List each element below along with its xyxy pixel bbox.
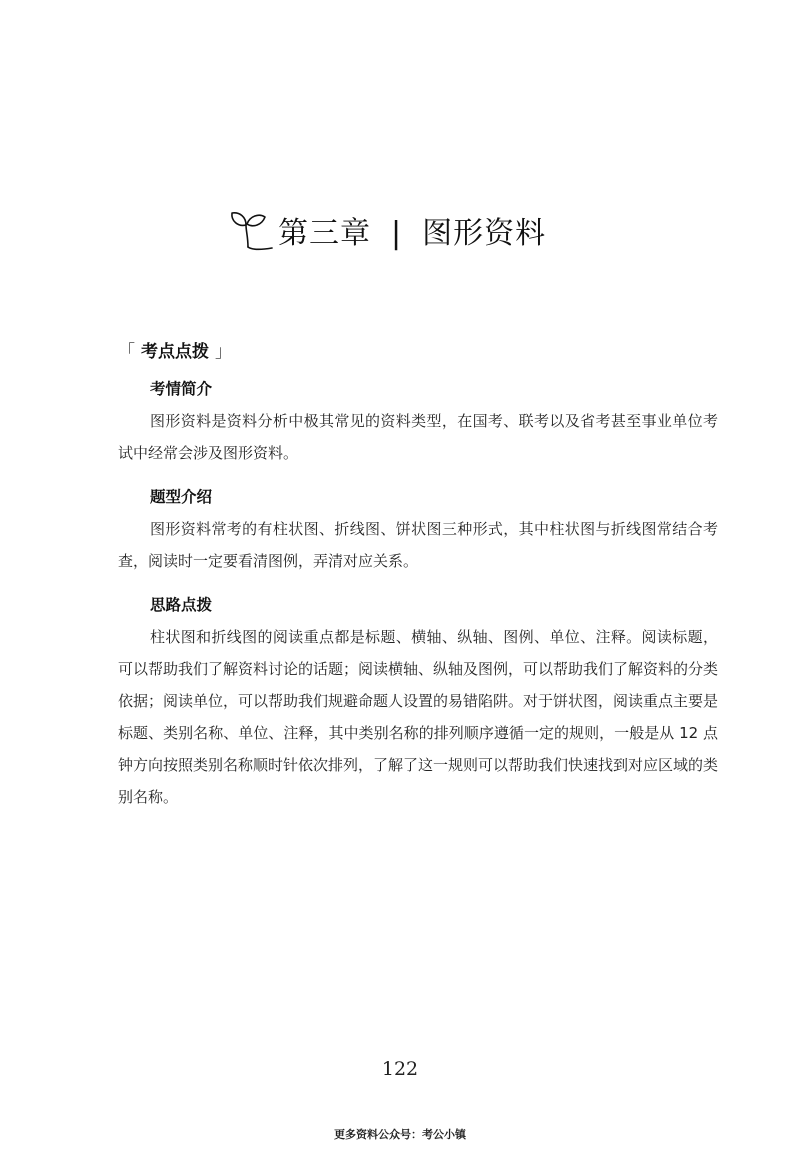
chapter-number: 第三章 (278, 216, 371, 251)
sprout-icon (228, 207, 274, 253)
section-tag (118, 337, 232, 362)
chapter-header (228, 205, 546, 255)
chapter-separator: | (391, 216, 403, 251)
section-body-question-types: 图形资料常考的有柱状图、折线图、饼状图三种形式，其中柱状图与折线图常结合考查，阅读时一定要看清图例，弄清对应关系。 (118, 520, 718, 570)
open-bracket: 「 (118, 342, 135, 362)
footer-note: 更多资料公众号：考公小镇 (334, 1128, 466, 1141)
close-bracket: 」 (215, 342, 232, 362)
page-number: 122 (381, 1058, 419, 1080)
section-body-approach: 柱状图和折线图的阅读重点都是标题、横轴、纵轴、图例、单位、注释。阅读标题，可以帮助我们了解资料讨论的话题；阅读横轴、纵轴及图例，可以帮助我们了解资料的分类依据；阅读单位，可以帮助我们规避命题人设置的易错陷阱。对于饼状图，阅读重点主要是标题、类别名称、单位、注释，其中类别名称的排列顺序遵循一定的规则，一般是从 12 点钟方向按照类别名称顺时针依次排列，了解了这一规则可以帮助我们快速找到对应区域的类别名称。 (118, 628, 719, 806)
section-heading-exam-overview: 考情简介 (150, 380, 213, 398)
section-heading-approach: 思路点拨 (150, 596, 213, 614)
section-heading-question-types: 题型介绍 (150, 488, 213, 506)
content-body (118, 375, 718, 827)
chapter-title (278, 208, 546, 252)
section-tag-label: 考点点拨 (141, 342, 209, 362)
section-body-exam-overview: 图形资料是资料分析中极其常见的资料类型，在国考、联考以及省考甚至事业单位考试中经常会涉及图形资料。 (118, 412, 718, 462)
chapter-name: 图形资料 (422, 216, 547, 251)
